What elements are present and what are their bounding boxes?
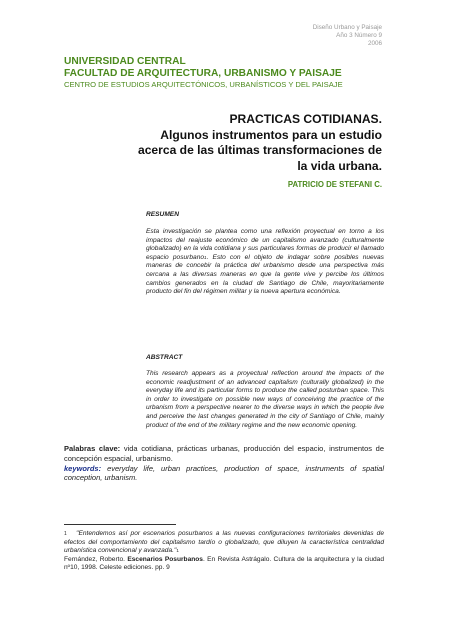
title-main: PRACTICAS COTIDIANAS. [229, 112, 382, 126]
running-head-journal: Diseño Urbano y Paisaje [312, 24, 382, 31]
keywords-en-text: everyday life, urban practices, production of space, instruments of spatial conception, urbanism. [64, 463, 384, 483]
footnote-number: 1 [64, 531, 67, 537]
running-head-issue: Año 3 Número 9 [336, 32, 382, 39]
footnote-citation [64, 556, 384, 573]
resumen-text-part2: . Esto con el objeto de indagar sobre posibles nuevas maneras de concebir la práctica del urbanismo desde una perspectiva más cercana a las diversas maneras en que la gente vive y percibe los últimos cambios generados en la ciudad de Santiago de Chile, mayoritariamente producto del fin del régimen militar y la nueva apertura económica. [146, 253, 384, 296]
running-head-year: 2006 [367, 40, 382, 47]
author-name: PATRICIO DE STEFANI C. [287, 180, 382, 189]
research-center-name: CENTRO DE ESTUDIOS ARQUITECTÓNICOS, URBANÍSTICOS Y DEL PAISAJE [64, 80, 343, 89]
keywords-es-label: Palabras clave: [64, 444, 121, 453]
resumen-text-part1: Esta investigación se plantea como una reflexión proyectual en torno a los impactos del reajuste económico de un capitalismo avanzado (culturalmente globalizado) en la vida cotidiana y sus particulares formas de producir el llamado espacio posurbano [146, 228, 384, 261]
faculty-name: FACULTAD DE ARQUITECTURA, URBANISMO Y PAISAJE [64, 68, 342, 79]
footnote-divider [64, 524, 176, 525]
article-title [132, 112, 382, 174]
title-sub: Algunos instrumentos para un estudio acerca de las últimas transformaciones de la vida urbana. [137, 127, 382, 173]
footnote-reference[interactable]: 1 [204, 254, 207, 260]
citation-part2: . En Revista Astrágalo. Cultura de la arquitectura y la ciudad nº10, 1998. Celeste ediciones. pp. 9 [64, 555, 385, 572]
keywords-block [64, 444, 384, 483]
resumen-text [146, 228, 384, 297]
running-head [313, 24, 382, 48]
footnote-quote [64, 530, 384, 556]
abstract-heading: ABSTRACT [146, 354, 183, 361]
institution-header [64, 56, 343, 90]
abstract-text: This research appears as a proyectual reflection around the impacts of the economic readjustment of an advanced capitalism (culturally globalized) in the everyday life and its particular forms to produce the called posturban space. This in order to investigate on possible new ways of conceiving the practice of the urbanism from a perspective nearer to the diverse ways in which the people live and perceive the last changes generated in the city of Santiago of Chile, mainly product of the end of the military regime and the new economic opening. [146, 370, 384, 429]
keywords-en [64, 464, 384, 484]
footnote-text-ref: 1 [176, 548, 179, 554]
citation-part1: Fernández, Roberto. [64, 555, 128, 563]
university-name: UNIVERSIDAD CENTRAL [64, 56, 186, 67]
resumen-heading: RESUMEN [146, 211, 179, 218]
citation-title: Escenarios Posurbanos [127, 555, 203, 563]
footnote-text: "Entendemos así por escenarios posurbanos a las nuevas configuraciones territoriales devenidas de efectos del comportamiento del capitalismo tardío o globalizado, que diluyen la característica centralidad urbanística convencional y avanzada." [64, 530, 384, 555]
footnote [64, 530, 384, 573]
keywords-es [64, 444, 384, 464]
keywords-en-label: keywords: [64, 463, 102, 473]
keywords-es-text: vida cotidiana, prácticas urbanas, producción del espacio, instrumentos de concepción espacial, urbanismo. [64, 444, 384, 463]
